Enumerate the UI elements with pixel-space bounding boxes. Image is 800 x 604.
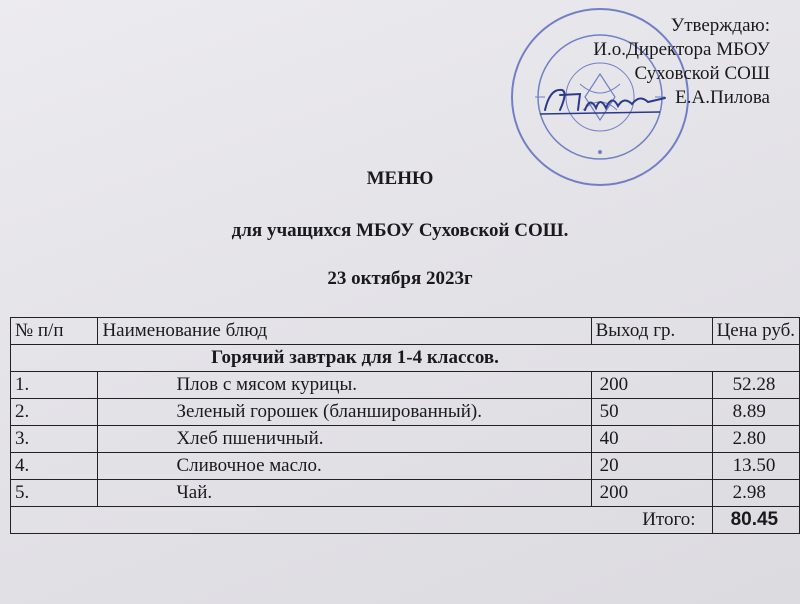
row-number: 5. bbox=[11, 480, 98, 507]
row-weight: 200 bbox=[591, 372, 712, 399]
row-number: 1. bbox=[11, 372, 98, 399]
row-number: 4. bbox=[11, 453, 98, 480]
header-price: Цена руб. bbox=[712, 318, 799, 345]
total-label: Итого: bbox=[591, 507, 712, 534]
row-weight: 20 bbox=[591, 453, 712, 480]
row-dish-name: Хлеб пшеничный. bbox=[98, 426, 591, 453]
menu-date: 23 октября 2023г bbox=[327, 268, 473, 289]
header-dish-name: Наименование блюд bbox=[98, 318, 591, 345]
director-name: Е.А.Пилова bbox=[675, 87, 770, 108]
section-row bbox=[11, 345, 800, 372]
header-number: № п/п bbox=[11, 318, 98, 345]
row-price: 13.50 bbox=[712, 453, 799, 480]
approval-school: Суховской СОШ bbox=[634, 63, 770, 84]
menu-subtitle: для учащихся МБОУ Суховской СОШ. bbox=[231, 220, 569, 241]
section-title: Горячий завтрак для 1-4 классов. bbox=[211, 347, 499, 368]
row-weight: 200 bbox=[591, 480, 712, 507]
signature-line bbox=[593, 86, 770, 110]
menu-title: МЕНЮ bbox=[366, 168, 434, 189]
approval-block bbox=[593, 14, 770, 110]
menu-table bbox=[10, 317, 800, 534]
row-number: 3. bbox=[11, 426, 98, 453]
table-row bbox=[11, 399, 800, 426]
row-dish-name: Зеленый горошек (бланшированный). bbox=[98, 399, 591, 426]
row-dish-name: Плов с мясом курицы. bbox=[98, 372, 591, 399]
header-weight: Выход гр. bbox=[591, 318, 712, 345]
row-price: 2.80 bbox=[712, 426, 799, 453]
table-row bbox=[11, 453, 800, 480]
approval-position: И.о.Директора МБОУ bbox=[593, 39, 770, 60]
row-dish-name: Чай. bbox=[98, 480, 591, 507]
row-dish-name: Сливочное масло. bbox=[98, 453, 591, 480]
row-price: 8.89 bbox=[712, 399, 799, 426]
row-weight: 40 bbox=[591, 426, 712, 453]
row-price: 2.98 bbox=[712, 480, 799, 507]
table-header-row bbox=[11, 318, 800, 345]
row-number: 2. bbox=[11, 399, 98, 426]
row-price: 52.28 bbox=[712, 372, 799, 399]
row-weight: 50 bbox=[591, 399, 712, 426]
table-row bbox=[11, 480, 800, 507]
approval-title: Утверждаю: bbox=[670, 15, 770, 36]
total-row bbox=[11, 507, 800, 534]
table-row bbox=[11, 372, 800, 399]
table-row bbox=[11, 426, 800, 453]
total-value: 80.45 bbox=[712, 507, 799, 534]
